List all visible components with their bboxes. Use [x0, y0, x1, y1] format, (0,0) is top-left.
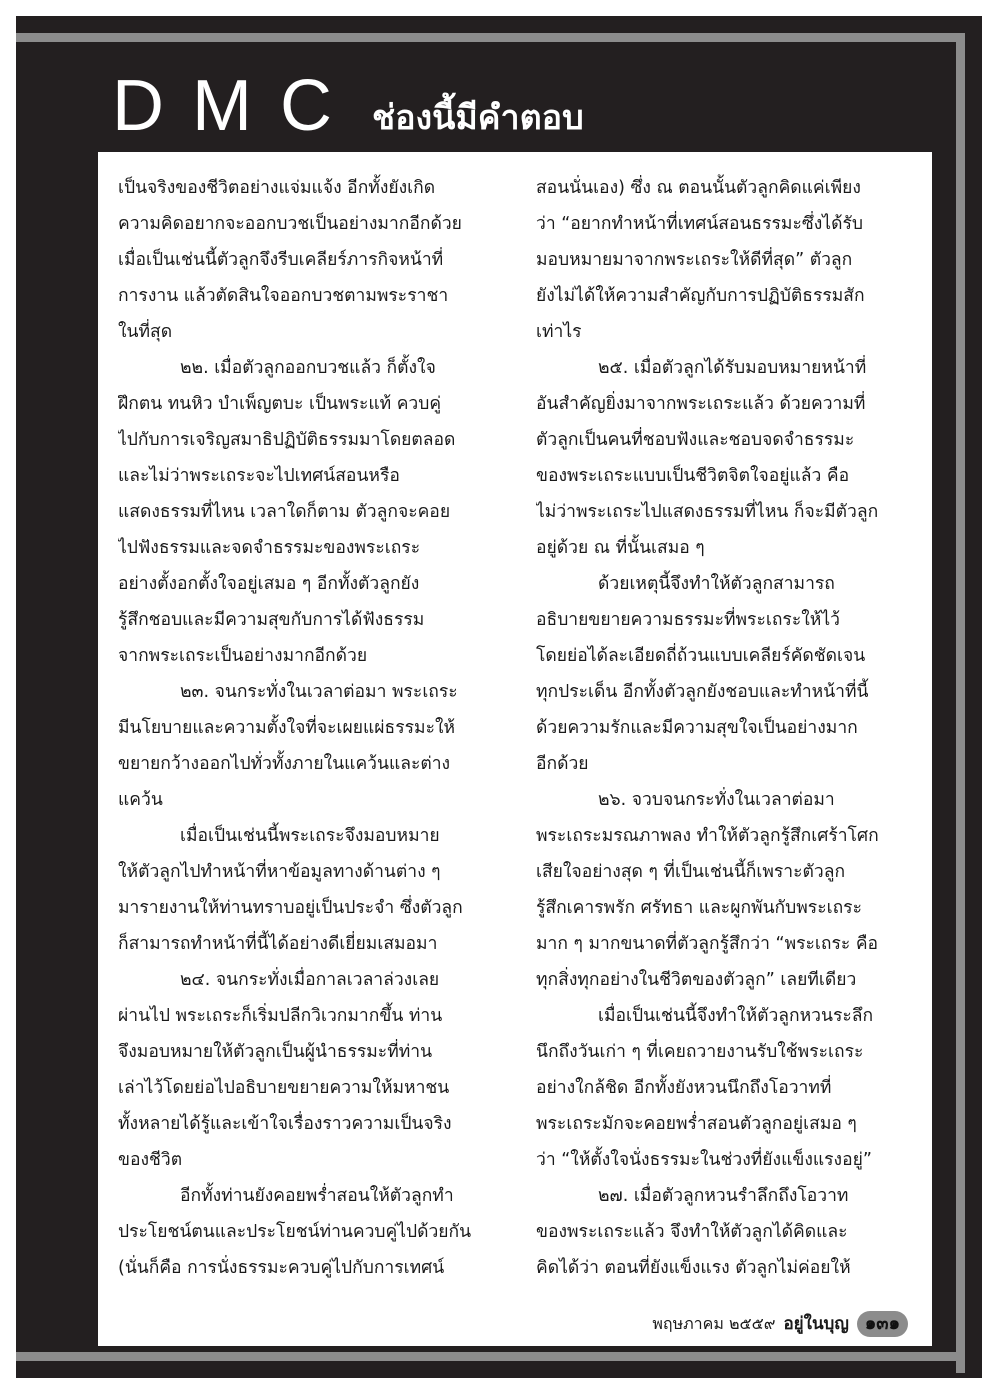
text-line: จากพระเถระเป็นอย่างมากอีกด้วย [118, 646, 368, 666]
text-line: ว่า “อยากทำหน้าที่เทศน์สอนธรรมะซึ่งได้รับ [536, 214, 863, 234]
text-line: ยังไม่ได้ให้ความสำคัญกับการปฏิบัติธรรมสัก [536, 286, 865, 306]
text-line: อย่างใกล้ชิด อีกทั้งยังหวนนึกถึงโอวาทที่ [536, 1078, 832, 1098]
text-line: ว่า “ให้ตั้งใจนั่งธรรมะในช่วงที่ยังแข็งแรงอยู่” [536, 1150, 872, 1170]
text-line: อีกทั้งท่านยังคอยพร่ำสอนให้ตัวลูกทำ [180, 1186, 454, 1206]
text-line: เมื่อเป็นเช่นนี้จึงทำให้ตัวลูกหวนระลึก [598, 1006, 874, 1026]
text-line: ในที่สุด [118, 322, 173, 342]
text-line: มาก ๆ มากขนาดที่ตัวลูกรู้สึกว่า “พระเถระ คือ [536, 934, 879, 954]
text-line: การงาน แล้วตัดสินใจออกบวชตามพระราชา [118, 286, 449, 306]
text-line: ตัวลูกเป็นคนที่ชอบฟังและชอบจดจำธรรมะ [536, 430, 855, 450]
text-line: อีกด้วย [536, 754, 589, 774]
page-number: ๑๓๑ [857, 1311, 908, 1337]
text-line: ๒๒. เมื่อตัวลูกออกบวชแล้ว ก็ตั้งใจ [180, 358, 436, 378]
magazine-name: อยู่ในบุญ [783, 1314, 849, 1334]
text-line: ๒๗. เมื่อตัวลูกหวนรำลึกถึงโอวาท [598, 1186, 849, 1206]
text-line: ของชีวิต [118, 1150, 183, 1170]
text-line: ของพระเถระแล้ว จึงทำให้ตัวลูกได้คิดและ [536, 1222, 848, 1242]
text-line: ๒๓. จนกระทั่งในเวลาต่อมา พระเถระ [180, 682, 458, 702]
text-line: มีนโยบายและความตั้งใจที่จะเผยแผ่ธรรมะให้ [118, 718, 456, 738]
text-line: ไม่ว่าพระเถระไปแสดงธรรมที่ไหน ก็จะมีตัวลูก [536, 502, 879, 522]
text-line: ๒๕. เมื่อตัวลูกได้รับมอบหมายหน้าที่ [598, 358, 867, 378]
text-line: โดยย่อได้ละเอียดถี่ถ้วนแบบเคลียร์คัดชัดเจน [536, 646, 866, 666]
dmc-logo: DMC [112, 66, 360, 146]
text-line: ด้วยความรักและมีความสุขใจเป็นอย่างมาก [536, 718, 858, 738]
text-line: (นั่นก็คือ การนั่งธรรมะควบคู่ไปกับการเทศน์ [118, 1258, 445, 1278]
text-line: และไม่ว่าพระเถระจะไปเทศน์สอนหรือ [118, 466, 400, 486]
text-line: เสียใจอย่างสุด ๆ ที่เป็นเช่นนี้ก็เพราะตัวลูก [536, 862, 846, 882]
text-line: นึกถึงวันเก่า ๆ ที่เคยถวายงานรับใช้พระเถระ [536, 1042, 864, 1062]
issue-date: พฤษภาคม ๒๕๕๙ [652, 1314, 776, 1333]
text-line: ให้ตัวลูกไปทำหน้าที่หาข้อมูลทางด้านต่าง ๆ [118, 862, 441, 882]
text-line: ก็สามารถทำหน้าที่นี้ได้อย่างดีเยี่ยมเสมอมา [118, 934, 438, 954]
text-line: คิดได้ว่า ตอนที่ยังแข็งแรง ตัวลูกไม่ค่อยให้ [536, 1258, 851, 1278]
text-line: ฝึกตน ทนหิว บำเพ็ญตบะ เป็นพระแท้ ควบคู่ [118, 394, 442, 414]
text-line: รู้สึกเคารพรัก ศรัทธา และผูกพันกับพระเถระ [536, 898, 862, 918]
text-line: มารายงานให้ท่านทราบอยู่เป็นประจำ ซึ่งตัวลูก [118, 898, 463, 918]
text-line: เมื่อเป็นเช่นนี้ตัวลูกจึงรีบเคลียร์ภารกิจหน้าที่ [118, 250, 444, 270]
text-line: ๒๖. จวบจนกระทั่งในเวลาต่อมา [598, 790, 835, 810]
text-line: แสดงธรรมที่ไหน เวลาใดก็ตาม ตัวลูกจะคอย [118, 502, 451, 522]
text-line: อธิบายขยายความธรรมะที่พระเถระให้ไว้ [536, 610, 840, 630]
text-line: ผ่านไป พระเถระก็เริ่มปลีกวิเวกมากขึ้น ท่าน [118, 1006, 443, 1026]
right-column [536, 170, 930, 1286]
text-line: ของพระเถระแบบเป็นชีวิตจิตใจอยู่แล้ว คือ [536, 466, 850, 486]
text-line: ทุกประเด็น อีกทั้งตัวลูกยังชอบและทำหน้าที่นี้ [536, 682, 869, 702]
text-line: รู้สึกชอบและมีความสุขกับการได้ฟังธรรม [118, 610, 425, 630]
text-line: สอนนั่นเอง) ซึ่ง ณ ตอนนั้นตัวลูกคิดแค่เพียง [536, 178, 861, 198]
text-line: เป็นจริงของชีวิตอย่างแจ่มแจ้ง อีกทั้งยังเกิด [118, 178, 436, 198]
text-line: ๒๔. จนกระทั่งเมื่อกาลเวลาล่วงเลย [180, 970, 440, 990]
text-line: ไปฟังธรรมและจดจำธรรมะของพระเถระ [118, 538, 421, 558]
text-line: ด้วยเหตุนี้จึงทำให้ตัวลูกสามารถ [598, 574, 835, 594]
bottom-stripe [16, 1352, 956, 1361]
top-stripe [16, 33, 956, 42]
text-line: อย่างตั้งอกตั้งใจอยู่เสมอ ๆ อีกทั้งตัวลูกยัง [118, 574, 420, 594]
text-line: ทั้งหลายได้รู้และเข้าใจเรื่องราวความเป็นจริง [118, 1114, 452, 1134]
text-line: เล่าไว้โดยย่อไปอธิบายขยายความให้มหาชน [118, 1078, 450, 1098]
text-line: ไปกับการเจริญสมาธิปฏิบัติธรรมมาโดยตลอด [118, 430, 456, 450]
section-title: ช่องนี้มีคำตอบ [372, 98, 584, 138]
right-stripe [956, 33, 965, 1373]
text-line: เท่าไร [536, 322, 582, 342]
text-line: มอบหมายมาจากพระเถระให้ดีที่สุด” ตัวลูก [536, 250, 853, 270]
text-line: ประโยชน์ตนและประโยชน์ท่านควบคู่ไปด้วยกัน [118, 1222, 472, 1242]
text-line: จึงมอบหมายให้ตัวลูกเป็นผู้นำธรรมะที่ท่าน [118, 1042, 433, 1062]
text-line: ทุกสิ่งทุกอย่างในชีวิตของตัวลูก” เลยทีเดียว [536, 970, 857, 990]
text-line: อยู่ด้วย ณ ที่นั้นเสมอ ๆ [536, 538, 705, 558]
article-page [98, 152, 932, 1346]
left-column [118, 170, 512, 1286]
text-line: แคว้น [118, 790, 163, 810]
text-line: ขยายกว้างออกไปทั่วทั้งภายในแคว้นและต่าง [118, 754, 451, 774]
text-line: ความคิดอยากจะออกบวชเป็นอย่างมากอีกด้วย [118, 214, 462, 234]
text-line: พระเถระมักจะคอยพร่ำสอนตัวลูกอยู่เสมอ ๆ [536, 1114, 857, 1134]
page-footer [590, 1310, 908, 1338]
text-line: อันสำคัญยิ่งมาจากพระเถระแล้ว ด้วยความที่ [536, 394, 866, 414]
text-line: เมื่อเป็นเช่นนี้พระเถระจึงมอบหมาย [180, 826, 440, 846]
text-line: พระเถระมรณภาพลง ทำให้ตัวลูกรู้สึกเศร้าโศก [536, 826, 879, 846]
